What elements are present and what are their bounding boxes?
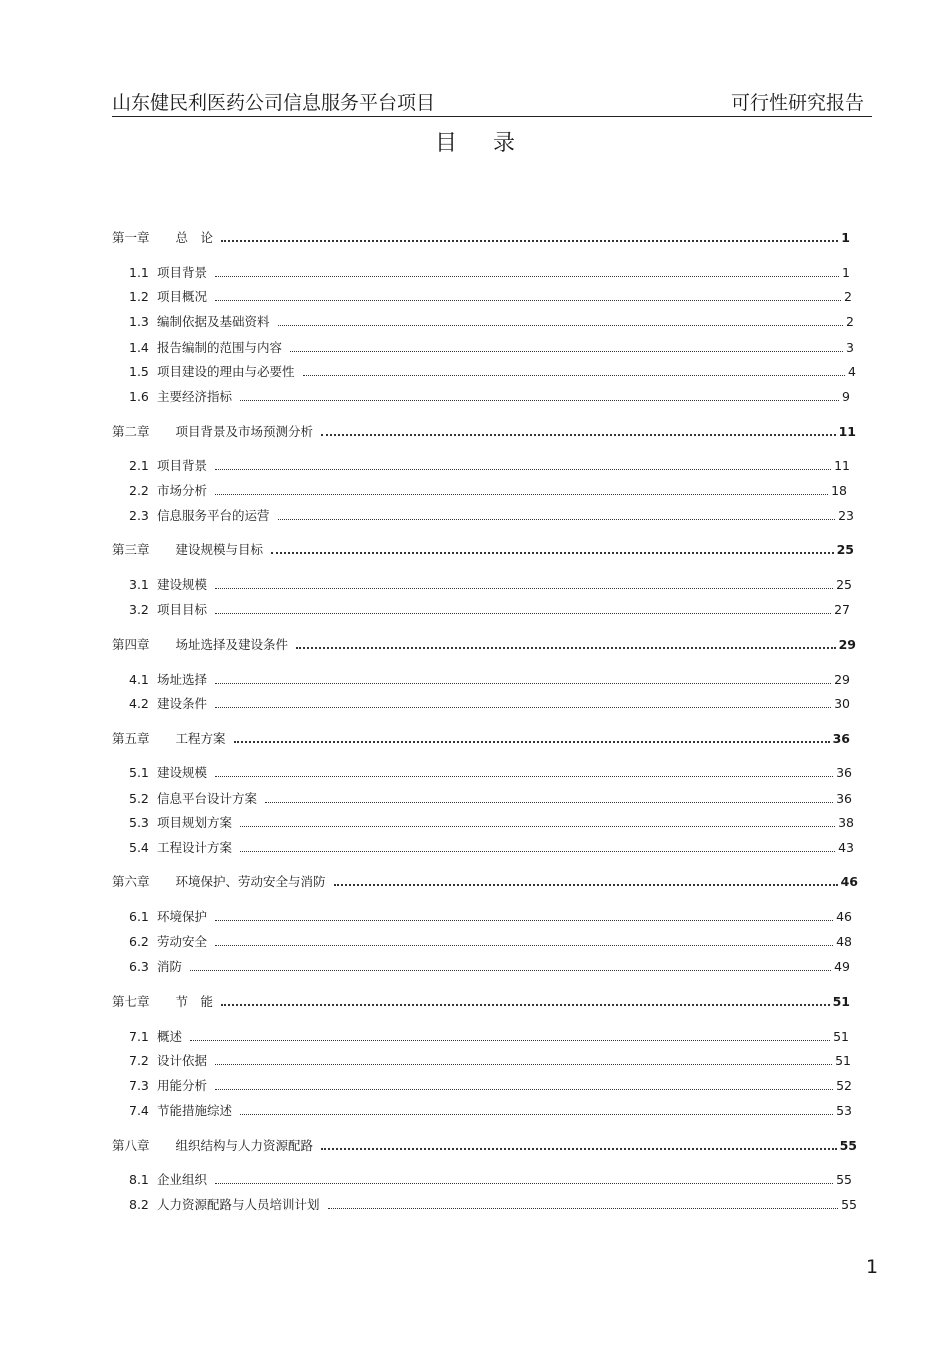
toc-chapter-number: 第七章 [112, 994, 150, 1009]
toc-page-number: 53 [836, 1103, 852, 1118]
toc-section-number: 6.1 [129, 909, 149, 924]
running-header [112, 92, 872, 117]
toc-page-number: 55 [841, 1197, 857, 1212]
toc-section-row[interactable] [129, 1027, 849, 1045]
dot-leader [303, 375, 846, 376]
dot-leader [271, 552, 834, 554]
toc-page-number: 1 [841, 230, 850, 245]
dot-leader [215, 1089, 833, 1090]
toc-page-number: 11 [834, 458, 850, 473]
toc-section-row[interactable] [129, 838, 854, 856]
toc-section-number: 1.4 [129, 340, 149, 355]
toc-section-title: 编制依据及基础资料 [157, 314, 270, 329]
toc-section-row[interactable] [129, 932, 852, 950]
toc-chapter-row[interactable] [112, 1136, 857, 1154]
toc-section-number: 2.1 [129, 458, 149, 473]
toc-section-row[interactable] [129, 813, 854, 831]
header-project-title: 山东健民利医药公司信息服务平台项目 [112, 92, 436, 114]
dot-leader [215, 469, 831, 470]
toc-section-title: 建设条件 [157, 696, 208, 711]
toc-page-number: 55 [839, 1138, 857, 1153]
dot-leader [328, 1208, 839, 1209]
toc-section-number: 1.2 [129, 289, 149, 304]
dot-leader [215, 945, 833, 946]
toc-chapter-row[interactable] [112, 422, 856, 440]
toc-page-number: 52 [836, 1078, 852, 1093]
toc-section-number: 8.1 [129, 1172, 149, 1187]
toc-section-row[interactable] [129, 263, 850, 281]
toc-chapter-row[interactable] [112, 872, 858, 890]
toc-page-number: 55 [836, 1172, 852, 1187]
toc-section-number: 3.1 [129, 577, 149, 592]
dot-leader [334, 884, 838, 886]
toc-section-title: 项目建设的理由与必要性 [157, 364, 295, 379]
toc-section-row[interactable] [129, 1076, 852, 1094]
toc-section-title: 信息服务平台的运营 [157, 508, 270, 523]
header-report-type: 可行性研究报告 [730, 92, 864, 114]
dot-leader [234, 741, 830, 743]
toc-page-number: 11 [838, 424, 856, 439]
toc-chapter-title: 场址选择及建设条件 [175, 637, 289, 652]
toc-section-title: 建设规模 [157, 577, 208, 592]
toc-page-number: 2 [846, 314, 854, 329]
dot-leader [215, 1183, 833, 1184]
dot-leader [221, 1004, 830, 1006]
toc-section-number: 2.2 [129, 483, 149, 498]
toc-chapter-row[interactable] [112, 635, 856, 653]
toc-section-number: 8.2 [129, 1197, 149, 1212]
toc-section-row[interactable] [129, 694, 850, 712]
toc-section-row[interactable] [129, 312, 854, 330]
dot-leader [221, 240, 838, 242]
toc-section-row[interactable] [129, 907, 852, 925]
dot-leader [240, 826, 835, 827]
toc-section-number: 1.3 [129, 314, 149, 329]
toc-section-title: 项目概况 [157, 289, 208, 304]
toc-section-title: 概述 [157, 1029, 183, 1044]
toc-section-title: 节能措施综述 [157, 1103, 233, 1118]
toc-section-title: 消防 [157, 959, 183, 974]
toc-section-number: 5.4 [129, 840, 149, 855]
dot-leader [321, 434, 836, 436]
dot-leader [190, 1040, 830, 1041]
toc-chapter-row[interactable] [112, 992, 850, 1010]
toc-page-number: 29 [834, 672, 850, 687]
toc-page-number: 25 [836, 577, 852, 592]
dot-leader [240, 1114, 833, 1115]
toc-section-title: 场址选择 [157, 672, 208, 687]
toc-chapter-title: 节 能 [175, 994, 214, 1009]
toc-page-number: 43 [838, 840, 854, 855]
dot-leader [190, 970, 831, 971]
dot-leader [240, 851, 835, 852]
toc-section-row[interactable] [129, 600, 850, 618]
toc-section-number: 5.1 [129, 765, 149, 780]
toc-page-number: 25 [836, 542, 854, 557]
toc-page-number: 46 [836, 909, 852, 924]
toc-chapter-number: 第一章 [112, 230, 150, 245]
toc-section-row[interactable] [129, 763, 852, 781]
toc-chapter-title: 建设规模与目标 [175, 542, 264, 557]
toc-section-row[interactable] [129, 789, 852, 807]
toc-section-title: 项目规划方案 [157, 815, 233, 830]
toc-page-number: 18 [831, 483, 847, 498]
dot-leader [215, 1064, 832, 1065]
toc-chapter-number: 第四章 [112, 637, 150, 652]
toc-page-number: 36 [836, 765, 852, 780]
toc-chapter-number: 第五章 [112, 731, 150, 746]
dot-leader [215, 276, 839, 277]
toc-page-number: 9 [842, 389, 850, 404]
toc-section-title: 用能分析 [157, 1078, 208, 1093]
toc-section-row[interactable] [129, 1101, 852, 1119]
toc-page-number: 27 [834, 602, 850, 617]
toc-chapter-title: 总 论 [175, 230, 214, 245]
toc-section-row[interactable] [129, 1170, 852, 1188]
dot-leader [215, 494, 828, 495]
toc-section-title: 人力资源配路与人员培训计划 [157, 1197, 320, 1212]
toc-chapter-row[interactable] [112, 729, 850, 747]
toc-section-number: 7.3 [129, 1078, 149, 1093]
dot-leader [321, 1148, 837, 1150]
toc-section-title: 信息平台设计方案 [157, 791, 258, 806]
toc-section-number: 4.2 [129, 696, 149, 711]
toc-section-title: 项目背景 [157, 458, 208, 473]
dot-leader [265, 802, 833, 803]
toc-page-number: 48 [836, 934, 852, 949]
toc-page-number: 4 [848, 364, 856, 379]
toc-section-title: 项目背景 [157, 265, 208, 280]
toc-chapter-row[interactable] [112, 228, 850, 246]
toc-section-title: 工程设计方案 [157, 840, 233, 855]
toc-chapter-title: 项目背景及市场预测分析 [175, 424, 314, 439]
toc-section-title: 企业组织 [157, 1172, 208, 1187]
toc-page-number: 1 [842, 265, 850, 280]
toc-page-number: 23 [838, 508, 854, 523]
toc-section-number: 1.6 [129, 389, 149, 404]
dot-leader [296, 647, 836, 649]
toc-page-number: 29 [838, 637, 856, 652]
toc-section-row[interactable] [129, 506, 854, 524]
toc-section-title: 市场分析 [157, 483, 208, 498]
toc-section-title: 劳动安全 [157, 934, 208, 949]
toc-section-number: 7.4 [129, 1103, 149, 1118]
toc-section-number: 7.1 [129, 1029, 149, 1044]
toc-section-row[interactable] [129, 957, 850, 975]
dot-leader [278, 519, 836, 520]
dot-leader [215, 776, 833, 777]
dot-leader [278, 325, 844, 326]
dot-leader [290, 351, 843, 352]
toc-section-number: 1.5 [129, 364, 149, 379]
toc-section-number: 5.2 [129, 791, 149, 806]
toc-heading: 目录 [434, 131, 551, 156]
toc-chapter-row[interactable] [112, 540, 854, 558]
toc-section-number: 3.2 [129, 602, 149, 617]
toc-section-number: 7.2 [129, 1053, 149, 1068]
toc-section-title: 项目目标 [157, 602, 208, 617]
toc-chapter-number: 第六章 [112, 874, 150, 889]
toc-section-row[interactable] [129, 387, 850, 405]
dot-leader [215, 707, 831, 708]
toc-chapter-number: 第八章 [112, 1138, 150, 1153]
toc-section-row[interactable] [129, 575, 852, 593]
dot-leader [215, 683, 831, 684]
toc-section-number: 6.2 [129, 934, 149, 949]
toc-page-number: 51 [832, 994, 850, 1009]
toc-page-number: 51 [835, 1053, 851, 1068]
toc-section-row[interactable] [129, 670, 850, 688]
toc-page-number: 36 [836, 791, 852, 806]
toc-page-number: 46 [840, 874, 858, 889]
dot-leader [215, 588, 833, 589]
toc-section-title: 环境保护 [157, 909, 208, 924]
toc-section-row[interactable] [129, 481, 847, 499]
toc-section-row[interactable] [129, 1195, 857, 1213]
toc-chapter-title: 环境保护、劳动安全与消防 [175, 874, 326, 889]
toc-section-row[interactable] [129, 338, 854, 356]
toc-section-title: 主要经济指标 [157, 389, 233, 404]
toc-section-row[interactable] [129, 362, 856, 380]
toc-page-number: 36 [832, 731, 850, 746]
toc-section-number: 5.3 [129, 815, 149, 830]
toc-page-number: 49 [834, 959, 850, 974]
toc-chapter-title: 组织结构与人力资源配路 [175, 1138, 314, 1153]
toc-section-number: 6.3 [129, 959, 149, 974]
toc-section-number: 2.3 [129, 508, 149, 523]
toc-chapter-number: 第二章 [112, 424, 150, 439]
toc-section-row[interactable] [129, 456, 850, 474]
toc-page-number: 51 [833, 1029, 849, 1044]
dot-leader [240, 400, 839, 401]
toc-section-number: 1.1 [129, 265, 149, 280]
toc-page-number: 3 [846, 340, 854, 355]
dot-leader [215, 920, 833, 921]
toc-section-row[interactable] [129, 287, 852, 305]
page-number: 1 [866, 1256, 879, 1278]
toc-page-number: 38 [838, 815, 854, 830]
toc-page-number: 30 [834, 696, 850, 711]
toc-section-title: 报告编制的范围与内容 [157, 340, 283, 355]
toc-chapter-number: 第三章 [112, 542, 150, 557]
toc-section-number: 4.1 [129, 672, 149, 687]
toc-page-number: 2 [844, 289, 852, 304]
dot-leader [215, 613, 831, 614]
toc-chapter-title: 工程方案 [175, 731, 226, 746]
toc-section-row[interactable] [129, 1051, 851, 1069]
dot-leader [215, 300, 841, 301]
toc-section-title: 设计依据 [157, 1053, 208, 1068]
toc-section-title: 建设规模 [157, 765, 208, 780]
